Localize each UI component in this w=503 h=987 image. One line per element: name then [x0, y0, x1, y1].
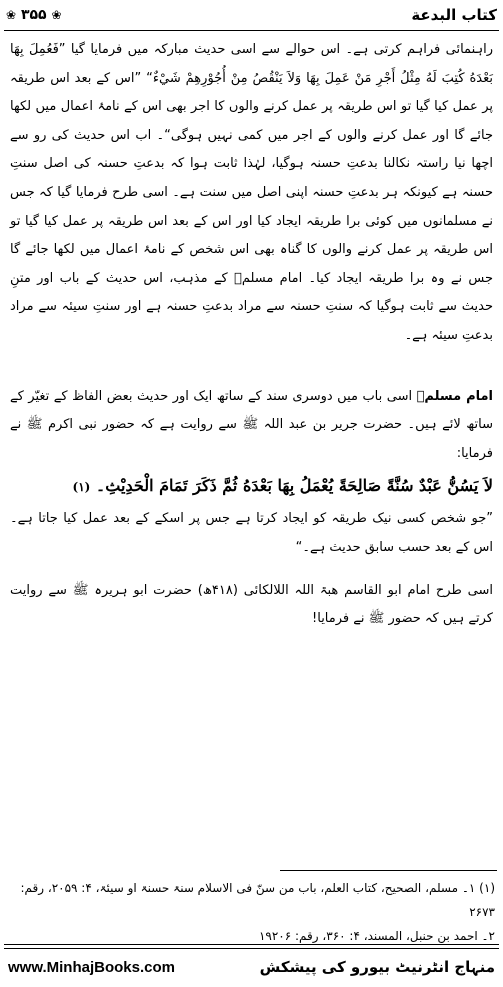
ornament-icon: ❀	[51, 8, 62, 22]
book-title: کتاب البدعة	[411, 6, 497, 24]
paragraph-2-lead: امام مسلمؒ	[416, 388, 493, 404]
ornament-icon: ❀	[6, 8, 17, 22]
arabic-hadith-text: لاَ يَسُنُّ عَبْدٌ سُنَّةً صَالِحَةً يُعْمَلُ بِهَا بَعْدَهُ ثُمَّ ذَكَرَ تَمَامَ الْحَدِيْثِ۔	[95, 476, 493, 496]
footer-divider	[4, 944, 499, 949]
page-number: ۳۵۵	[20, 7, 47, 23]
page-header	[6, 2, 497, 28]
page-footer	[8, 952, 495, 982]
translation: ”جو شخص کسی نیک طریقہ کو ایجاد کرتا ہے جس پر اسکے کے بعد عمل کیا جاتا ہے۔ اس کے بعد حسب سابق حدیث ہے۔“	[10, 511, 493, 555]
footnotes	[8, 876, 495, 948]
footnote-2: ۲۔ احمد بن حنبل، المسند، ۴: ۳۶۰، رقم: ۱۹۲۰۶	[258, 929, 495, 943]
paragraph-1: راہنمائی فراہم کرتی ہے۔ اس حوالے سے اسی حدیث مبارکہ میں فرمایا گیا ”فَعُمِلَ بِهَا بَعْدَهُ كُتِبَ لَهُ مِثْلُ أَجْرِ مَنْ عَمِلَ بِهَا وَلاَ يَنْقُصُ مِنْ أُجُوْرِهِمْ شَيْءٌ“ ”اس کے بعد اس طریقہ پر عمل کیا گیا تو اس طریقہ پر عمل کرنے والوں کا اجر بھی اس کے نامۂ اعمال میں لکھا جائے گا اور عمل کرنے والوں کے اجر میں کمی نہیں ہوگی“۔ اب اس حدیث کی رو سے اچھا نیا راستہ نکالنا بدعتِ حسنہ ہوگیا، لہٰذا ثابت ہوا کہ بدعتِ حسنہ کی اصل سنتِ حسنہ ہے کیونکہ ہر بدعتِ حسنہ اپنی اصل میں سنت ہے۔ اسی طرح فرمایا گیا کہ جس نے مسلمانوں میں کوئی برا طریقہ ایجاد کیا اور اس کے بعد اس طریقہ پر عمل کیا گیا تو اس طریقہ پر عمل کرنے والوں کا گناہ بھی اس شخص کے نامۂ اعمال میں لکھا جائے گا جس نے وہ برا طریقہ ایجاد کیا۔ امام مسلمؒ کے مذہب، اس حدیث کے باب اور متنِ حدیث سے ثابت ہوگیا کہ سنتِ حسنہ سے مراد بدعتِ حسنہ ہے اور سنتِ سیئہ سے مراد بدعتِ سیئہ ہے۔	[10, 42, 493, 343]
footnote-divider	[280, 870, 497, 871]
footnote-1: (۱) ۱۔ مسلم، الصحیح، کتاب العلم، باب من سنّ فی الاسلام سنۃ حسنۃ او سیئۃ، ۴: ۲۰۵۹، رقم: ۲۶۷۳	[20, 881, 495, 919]
publisher-credit: منہاج انٹرنیٹ بیورو کی پیشکش	[259, 958, 495, 976]
paragraph-2	[10, 383, 493, 469]
page-number-block	[6, 7, 62, 23]
arabic-hadith	[10, 468, 493, 505]
paragraph-3: اسی طرح امام ابو القاسم ھبۃ اللہ اللالکائی (۴۱۸ھ) حضرت ابو ہریرہ ﷺ سے روایت کرتے ہیں کہ حضور ﷺ نے فرمایا!	[10, 582, 494, 627]
paragraph-2-text: اسی باب میں دوسری سند کے ساتھ ایک اور حدیث بعض الفاظ کے تغیّر کے ساتھ لائے ہیں۔ حضرت جریر بن عبد اللہ ﷺ سے روایت ہے کہ حضور نبی اکرم ﷺ نے فرمایا:	[10, 388, 493, 461]
main-text	[10, 36, 493, 634]
footnote-ref: (۱)	[72, 480, 91, 495]
header-divider	[4, 30, 499, 31]
website-link[interactable]: www.MinhajBooks.com	[8, 958, 175, 976]
